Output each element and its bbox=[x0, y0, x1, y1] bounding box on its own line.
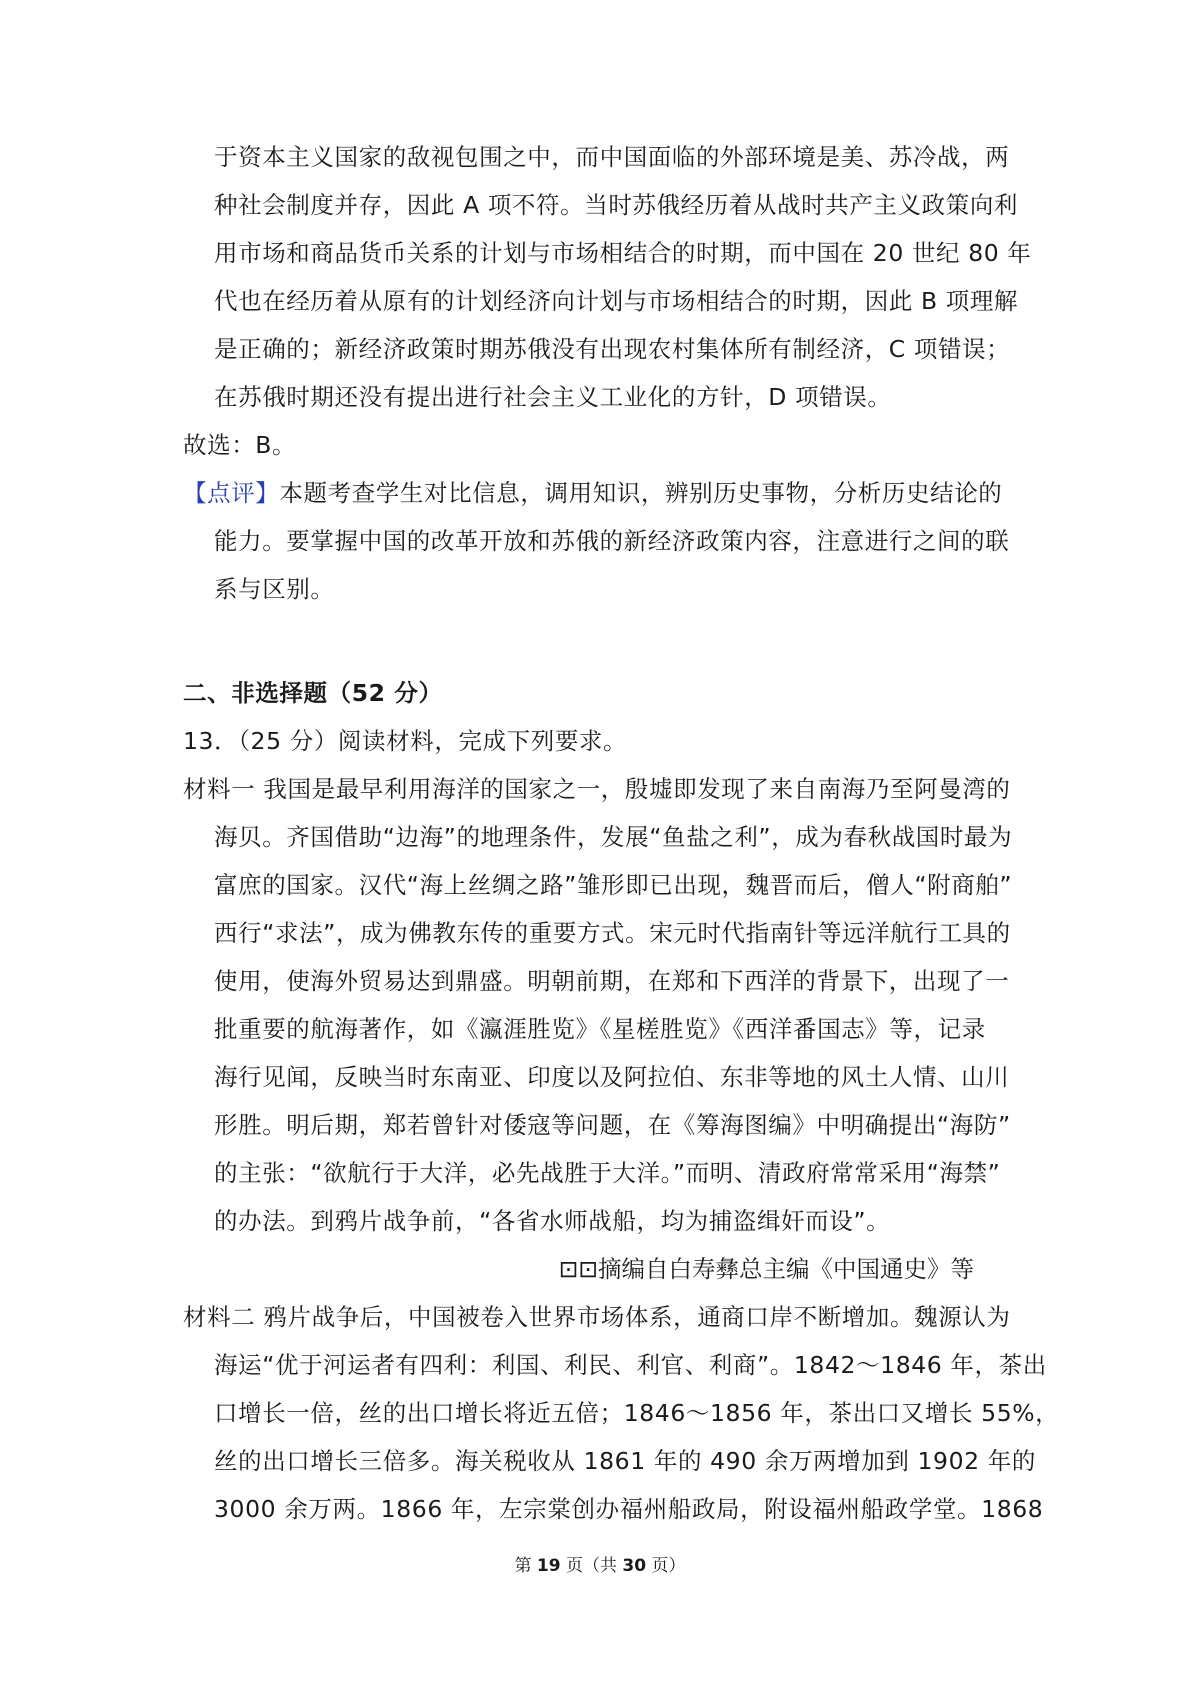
comment-tag: 【点评】 bbox=[183, 479, 280, 507]
page-footer bbox=[0, 1554, 1200, 1578]
explanation-line: 在苏俄时期还没有提出进行社会主义工业化的方针，D 项错误。 bbox=[214, 383, 892, 411]
comment-text: 本题考查学生对比信息，调用知识，辨别历史事物，分析历史结论的 bbox=[279, 479, 1003, 507]
material1-first-line bbox=[183, 772, 1011, 806]
material1-line: 西行“求法”，成为佛教东传的重要方式。宋元时代指南针等远洋航行工具的 bbox=[214, 919, 1011, 947]
footer-suffix: 页） bbox=[651, 1556, 686, 1576]
explanation-line: 种社会制度并存，因此 A 项不符。当时苏俄经历着从战时共产主义政策向利 bbox=[214, 191, 1019, 219]
material1-line: 海行见闻，反映当时东南亚、印度以及阿拉伯、东非等地的风土人情、山川 bbox=[214, 1063, 1010, 1091]
section-title: 二、非选择题（52 分） bbox=[183, 679, 443, 707]
material1-line: 的办法。到鸦片战争前，“各省水师战船，均为捕盗缉奸而设”。 bbox=[214, 1207, 891, 1235]
material2-line: 丝的出口增长三倍多。海关税收从 1861 年的 490 余万两增加到 1902 年的 bbox=[214, 1447, 1036, 1475]
material1-line: 批重要的航海著作，如《瀛涯胜览》《星槎胜览》《西洋番国志》等，记录 bbox=[214, 1015, 986, 1043]
material1-line: 富庶的国家。汉代“海上丝绸之路”雏形即已出现，魏晋而后，僧人“附商舶” bbox=[214, 871, 1013, 899]
material1-line: 使用，使海外贸易达到鼎盛。明朝前期，在郑和下西洋的背景下，出现了一 bbox=[214, 967, 1010, 995]
material2-line: 海运“优于河运者有四利：利国、利民、利官、利商”。1842～1846 年，茶出 bbox=[214, 1351, 1047, 1379]
answer-line: 故选：B。 bbox=[183, 431, 297, 459]
explanation-line: 于资本主义国家的敌视包围之中，而中国面临的外部环境是美、苏冷战，两 bbox=[214, 143, 1010, 171]
material2-label: 材料二 bbox=[183, 1303, 256, 1331]
explanation-line: 用市场和商品货币关系的计划与市场相结合的时期，而中国在 20 世纪 80 年 bbox=[214, 239, 1032, 267]
explanation-line: 代也在经历着从原有的计划经济向计划与市场相结合的时期，因此 B 项理解 bbox=[214, 287, 1019, 315]
comment-line: 能力。要掌握中国的改革开放和苏俄的新经济政策内容，注意进行之间的联 bbox=[214, 527, 1010, 555]
explanation-line: 是正确的；新经济政策时期苏俄没有出现农村集体所有制经济，C 项错误； bbox=[214, 335, 1011, 363]
comment-first-line bbox=[183, 476, 1002, 510]
material1-label: 材料一 bbox=[183, 775, 256, 803]
material1-line: 的主张：“欲航行于大洋，必先战胜于大洋。”而明、清政府常常采用“海禁” bbox=[214, 1159, 1001, 1187]
material1-line: 形胜。明后期，郑若曾针对倭寇等问题，在《筹海图编》中明确提出“海防” bbox=[214, 1111, 1011, 1139]
material2-text: 鸦片战争后，中国被卷入世界市场体系，通商口岸不断增加。魏源认为 bbox=[263, 1303, 1011, 1331]
material2-first-line bbox=[183, 1300, 1011, 1334]
footer-total-pages: 30 bbox=[622, 1556, 647, 1576]
comment-line: 系与区别。 bbox=[214, 575, 335, 603]
question-stem: 13．（25 分）阅读材料，完成下列要求。 bbox=[183, 727, 628, 755]
footer-page-number: 19 bbox=[536, 1556, 561, 1576]
material2-line: 口增长一倍，丝的出口增长将近五倍；1846～1856 年，茶出口又增长 55%， bbox=[214, 1399, 1060, 1427]
material1-text: 我国是最早利用海洋的国家之一，殷墟即发现了来自南海乃至阿曼湾的 bbox=[263, 775, 1011, 803]
footer-middle: 页（共 bbox=[566, 1556, 617, 1576]
material1-source: ⊡⊡摘编自白寿彝总主编《中国通史》等 bbox=[558, 1255, 974, 1283]
footer-prefix: 第 bbox=[514, 1556, 532, 1576]
material2-line: 3000 余万两。1866 年，左宗棠创办福州船政局，附设福州船政学堂。1868 bbox=[214, 1495, 1044, 1523]
material1-line: 海贝。齐国借助“边海”的地理条件，发展“鱼盐之利”，成为春秋战国时最为 bbox=[214, 823, 1013, 851]
